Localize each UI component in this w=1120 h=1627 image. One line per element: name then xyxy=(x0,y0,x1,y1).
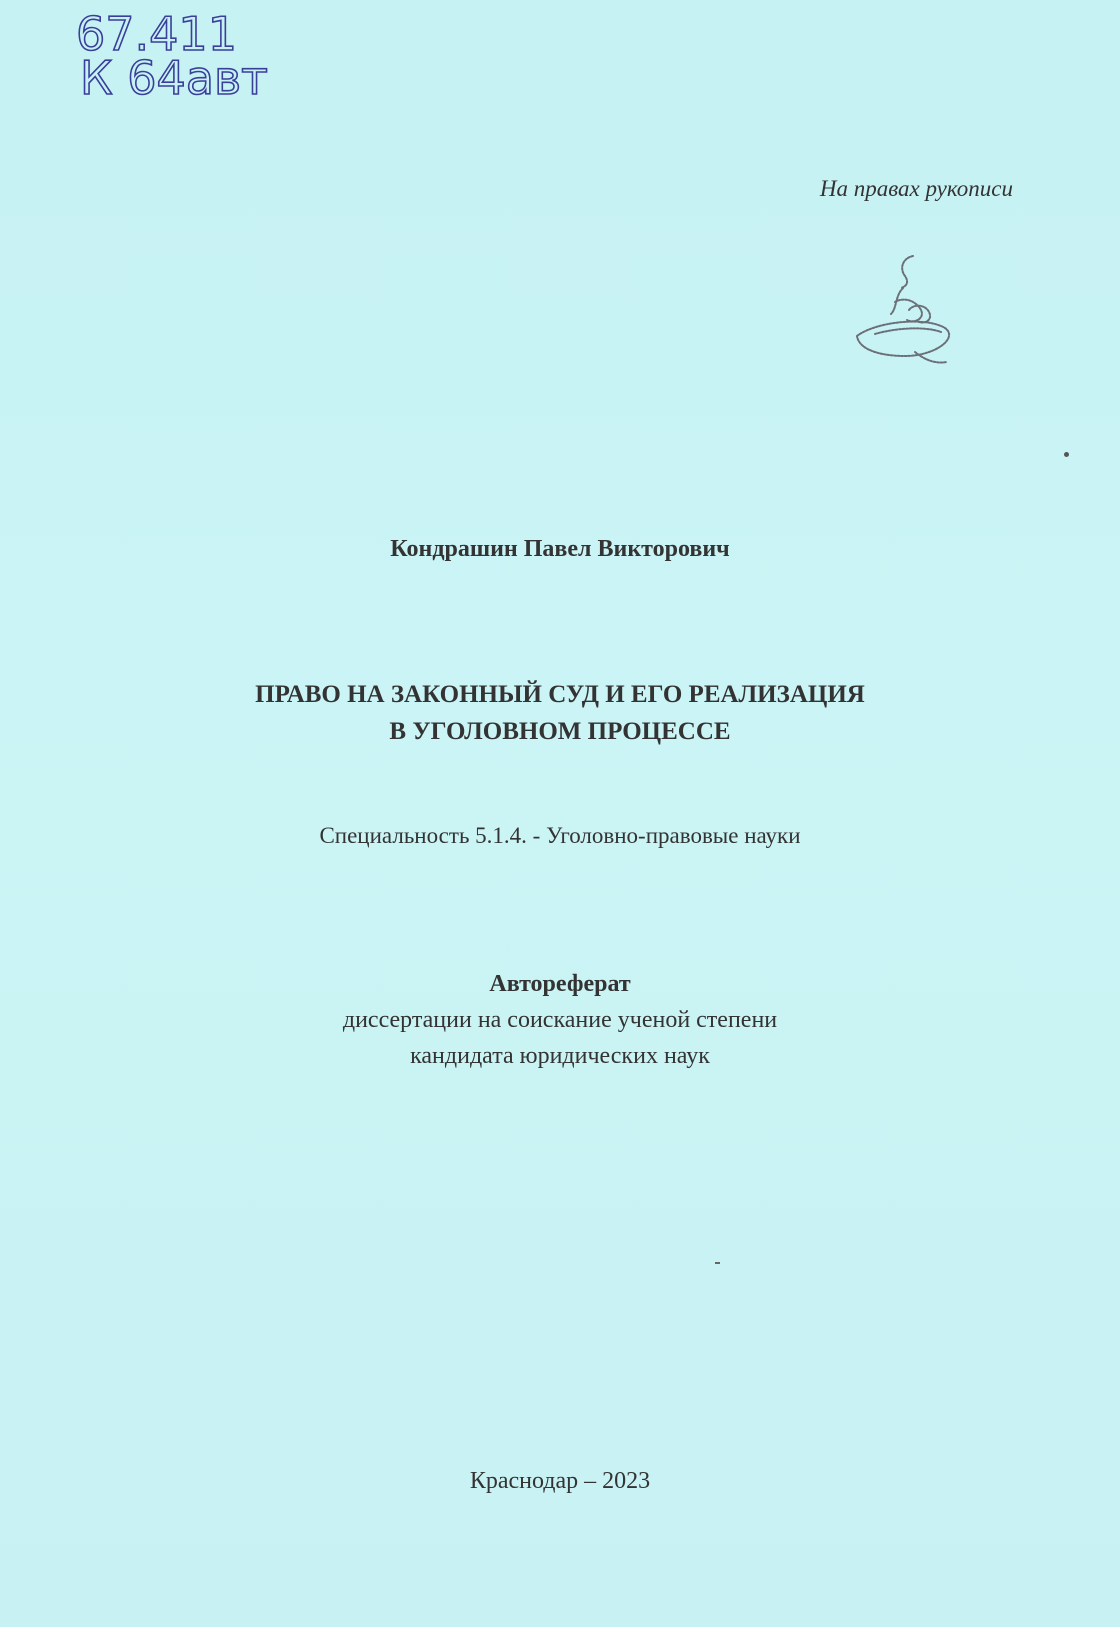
abstract-heading: Автореферат xyxy=(489,971,631,997)
abstract-line-2: кандидата юридических наук xyxy=(410,1043,710,1069)
handwritten-line-2: К 64авт xyxy=(80,51,268,100)
author-name: Кондрашин Павел Викторович xyxy=(390,536,730,562)
abstract-line-1: диссертации на соискание ученой степени xyxy=(342,1007,778,1033)
abstract-block xyxy=(0,966,1120,1074)
title-line-1: ПРАВО НА ЗАКОННЫЙ СУД И ЕГО РЕАЛИЗАЦИЯ xyxy=(255,681,865,708)
scan-speck-2 xyxy=(715,1262,720,1264)
signature-icon xyxy=(855,252,975,377)
title-line-2: В УГОЛОВНОМ ПРОЦЕССЕ xyxy=(389,718,731,745)
rights-notice: На правах рукописи xyxy=(819,176,1013,201)
handwritten-shelf-mark xyxy=(70,10,290,100)
place-year: Краснодар – 2023 xyxy=(469,1468,651,1494)
scan-speck xyxy=(1064,452,1069,457)
dissertation-title xyxy=(0,676,1120,750)
specialty-line: Специальность 5.1.4. - Уголовно-правовые науки xyxy=(319,823,801,848)
handwritten-line-1: 67.411 xyxy=(76,10,237,61)
